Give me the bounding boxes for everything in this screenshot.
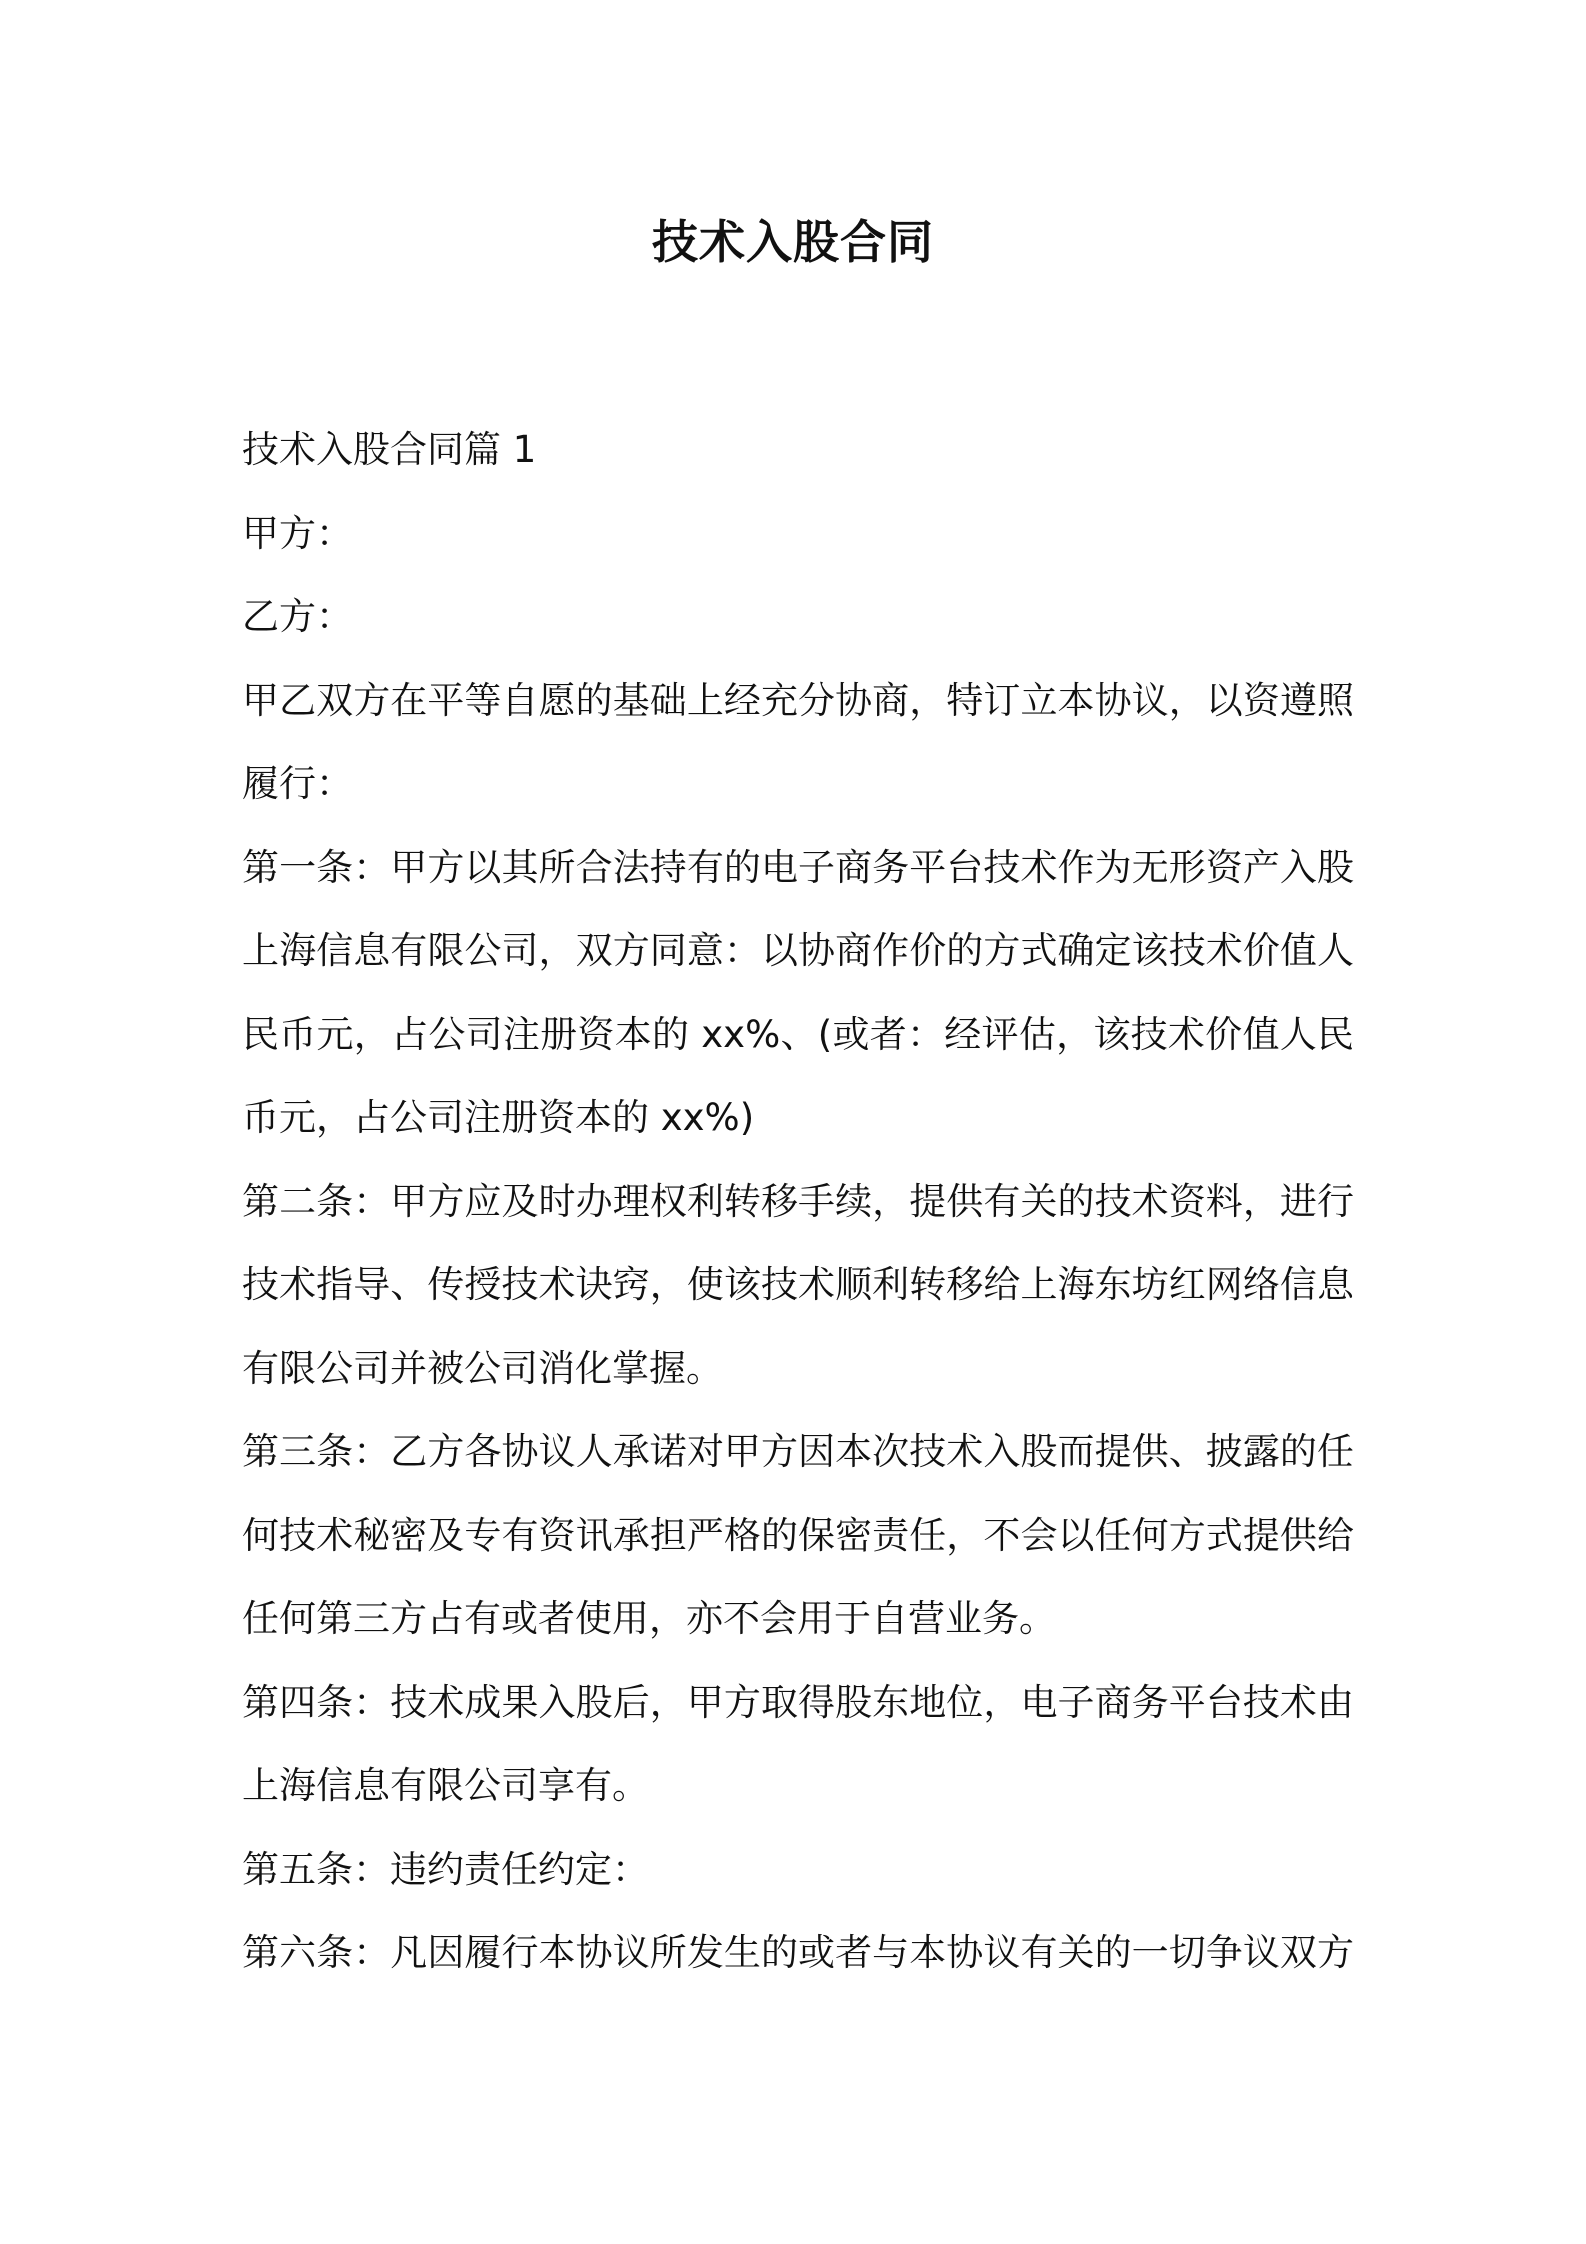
paragraph-line: 任何第三方占有或者使用，亦不会用于自营业务。 — [242, 1597, 1056, 1640]
paragraph-line: 何技术秘密及专有资讯承担严格的保密责任，不会以任何方式提供给 — [242, 1513, 1354, 1557]
paragraph-line: 甲方： — [242, 511, 353, 555]
paragraph-line: 乙方： — [242, 595, 353, 638]
paragraph-line: 第一条：甲方以其所合法持有的电子商务平台技术作为无形资产入股 — [242, 845, 1354, 889]
paragraph-line: 第三条：乙方各协议人承诺对甲方因本次技术入股而提供、披露的任 — [242, 1430, 1354, 1473]
paragraph-line: 民币元，占公司注册资本的 xx%、(或者：经评估，该技术价值人民 — [242, 1012, 1354, 1056]
document-body — [242, 408, 1354, 1995]
paragraph-line: 上海信息有限公司享有。 — [242, 1764, 649, 1807]
paragraph-line: 技术入股合同篇 1 — [242, 428, 537, 471]
paragraph-line: 第二条：甲方应及时办理权利转移手续，提供有关的技术资料，进行 — [242, 1179, 1354, 1223]
paragraph-line: 技术指导、传授技术诀窍，使该技术顺利转移给上海东坊红网络信息 — [242, 1263, 1354, 1306]
paragraph-line: 第五条：违约责任约定： — [242, 1847, 649, 1891]
document-title: 技术入股合同 — [652, 215, 934, 269]
paragraph-line: 第六条：凡因履行本协议所发生的或者与本协议有关的一切争议双方 — [242, 1931, 1354, 1974]
paragraph-line: 币元，占公司注册资本的 xx%) — [242, 1096, 755, 1139]
paragraph-line: 第四条：技术成果入股后，甲方取得股东地位，电子商务平台技术由 — [242, 1680, 1354, 1724]
paragraph-line: 有限公司并被公司消化掌握。 — [242, 1346, 723, 1390]
paragraph-line: 上海信息有限公司，双方同意：以协商作价的方式确定该技术价值人 — [242, 929, 1354, 972]
paragraph-line: 甲乙双方在平等自愿的基础上经充分协商，特订立本协议，以资遵照 — [242, 678, 1354, 722]
paragraph-line: 履行： — [242, 762, 353, 805]
